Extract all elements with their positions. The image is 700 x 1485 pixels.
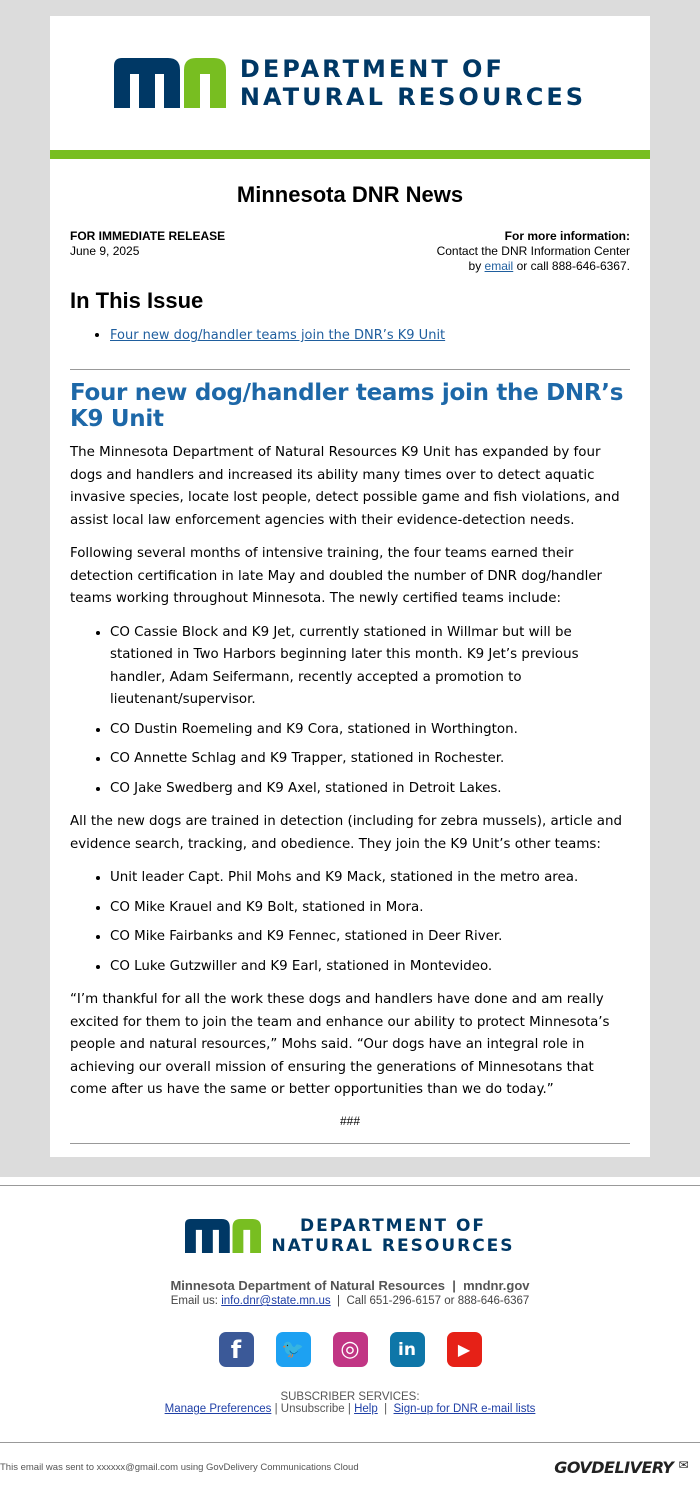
footer-top-rule <box>0 1185 700 1186</box>
help-link[interactable]: Help <box>354 1403 378 1415</box>
dnr-logo <box>114 55 586 111</box>
article-body <box>70 442 630 1102</box>
article-paragraph-3: All the new dogs are trained in detection (including for zebra mussels), article and evidence search, tracking, and obedience. They join the K9 Unit’s other teams: <box>70 814 622 852</box>
article-title: Four new dog/handler teams join the DNR’s K9 Unit <box>70 380 624 432</box>
manage-preferences-link[interactable]: Manage Preferences <box>164 1403 272 1415</box>
govdelivery-logo <box>554 1458 688 1477</box>
release-date: June 9, 2025 <box>70 244 140 258</box>
header <box>50 16 650 150</box>
mn-logo-mark-small <box>185 1219 261 1253</box>
issue-list <box>70 326 630 343</box>
list-item: • CO Luke Gutzwiller and K9 Earl, stationed in Montevideo. <box>110 956 630 979</box>
release-left <box>70 229 225 274</box>
footer <box>0 1177 700 1443</box>
green-divider <box>50 150 650 159</box>
list-item: • CO Mike Krauel and K9 Bolt, stationed in Mora. <box>110 897 630 920</box>
linkedin-icon[interactable]: in <box>390 1332 425 1367</box>
email-link[interactable]: email <box>484 259 514 273</box>
signup-link[interactable]: Sign-up for DNR e-mail lists <box>393 1403 536 1415</box>
logo-line2: NATURAL RESOURCES <box>239 83 587 111</box>
release-label: FOR IMMEDIATE RELEASE <box>70 229 226 243</box>
article-quote: “I’m thankful for all the work these dogs and handlers have done and am really excited for them to join the team and enhance our ability to protect Minnesota’s people and natural resources,” Mohs said. “Our dogs have an integral role in achieving our overall mission of ensuring the generations of Minnesotans that come after us have the same or better opportunities than we do today.” <box>70 992 610 1097</box>
info-call: or call 888-646-6367. <box>516 259 630 273</box>
info-contact <box>437 259 630 274</box>
org-site: mndnr.gov <box>463 1278 530 1293</box>
article-paragraph-2: Following several months of intensive training, the four teams earned their detection certification in late May and doubled the number of DNR dog/handler teams working throughout Minnesota. The newly certified teams include: <box>70 546 603 606</box>
logo-wordmark <box>240 55 586 111</box>
subscriber-links: Manage Preferences | Unsubscribe | Help | Sign-up for DNR e-mail lists <box>164 1403 536 1415</box>
youtube-icon[interactable]: ▶ <box>447 1332 482 1367</box>
article-paragraph-1: The Minnesota Department of Natural Resources K9 Unit has expanded by four dogs and handlers and increased its ability many times over to detect aquatic invasive species, locate lost people, detect possible game and fish violations, and assist local law enforcement agencies with their evidence-detection needs. <box>70 445 620 528</box>
other-teams-list <box>70 867 630 978</box>
info-line: Contact the DNR Information Center <box>436 244 630 258</box>
release-block <box>70 229 630 274</box>
list-item: • CO Cassie Block and K9 Jet, currently stationed in Willmar but will be stationed in Two Harbors beginning later this month. K9 Jet’s previous handler, Adam Seifermann, recently accepted a promotion to lieutenant/supervisor. <box>110 622 630 712</box>
list-item: • Unit leader Capt. Phil Mohs and K9 Mack, stationed in the metro area. <box>110 867 630 890</box>
bottom-rule <box>0 1442 700 1443</box>
end-mark: ### <box>339 1113 361 1128</box>
release-right <box>437 229 630 274</box>
news-title: Minnesota DNR News <box>236 182 464 207</box>
footer-logo <box>0 1216 700 1256</box>
twitter-icon[interactable]: 🐦 <box>276 1332 311 1367</box>
logo-line1: DEPARTMENT OF <box>239 55 505 83</box>
list-item: • CO Mike Fairbanks and K9 Fennec, stationed in Deer River. <box>110 926 630 949</box>
list-item: • CO Dustin Roemeling and K9 Cora, stationed in Worthington. <box>110 719 630 742</box>
divider <box>70 369 630 370</box>
info-by: by <box>468 259 482 273</box>
new-teams-list <box>70 622 630 801</box>
footer-contact: Email us: info.dnr@state.mn.us | Call 651-296-6157 or 888-646-6367 <box>170 1295 530 1307</box>
issue-link-k9[interactable]: Four new dog/handler teams join the DNR’s K9 Unit <box>110 328 446 343</box>
footer-logo-line1: DEPARTMENT OF <box>299 1216 487 1236</box>
footer-phone: Call 651-296-6157 or 888-646-6367 <box>346 1295 530 1307</box>
govdelivery-text: GOVDELIVERY <box>554 1458 674 1477</box>
footer-logo-line2: NATURAL RESOURCES <box>271 1236 515 1256</box>
footer-email-link[interactable]: info.dnr@state.mn.us <box>221 1295 331 1307</box>
issue-heading: In This Issue <box>70 288 204 313</box>
instagram-icon[interactable]: ◎ <box>333 1332 368 1367</box>
issue-item <box>110 326 630 343</box>
list-item: • CO Annette Schlag and K9 Trapper, stationed in Rochester. <box>110 748 630 771</box>
mn-logo-mark <box>114 58 226 108</box>
unsubscribe-link[interactable]: Unsubscribe <box>280 1403 345 1415</box>
footer-logo-wordmark <box>271 1216 514 1256</box>
email-label: Email us: <box>170 1295 218 1307</box>
info-label: For more information: <box>504 229 630 243</box>
newsletter-card <box>50 16 650 1157</box>
content <box>50 182 650 1144</box>
social-links <box>0 1332 700 1367</box>
envelope-icon: ✉ <box>678 1458 688 1472</box>
footer-org: Minnesota Department of Natural Resources | mndnr.gov <box>170 1278 530 1293</box>
list-item: • CO Jake Swedberg and K9 Axel, stationed in Detroit Lakes. <box>110 778 630 801</box>
subscriber-label: SUBSCRIBER SERVICES: <box>280 1391 420 1403</box>
facebook-icon[interactable]: f <box>219 1332 254 1367</box>
end-divider <box>70 1143 630 1144</box>
sent-note: This email was sent to xxxxxx@gmail.com using GovDelivery Communications Cloud <box>0 1462 359 1473</box>
org-name: Minnesota Department of Natural Resources <box>170 1278 445 1293</box>
